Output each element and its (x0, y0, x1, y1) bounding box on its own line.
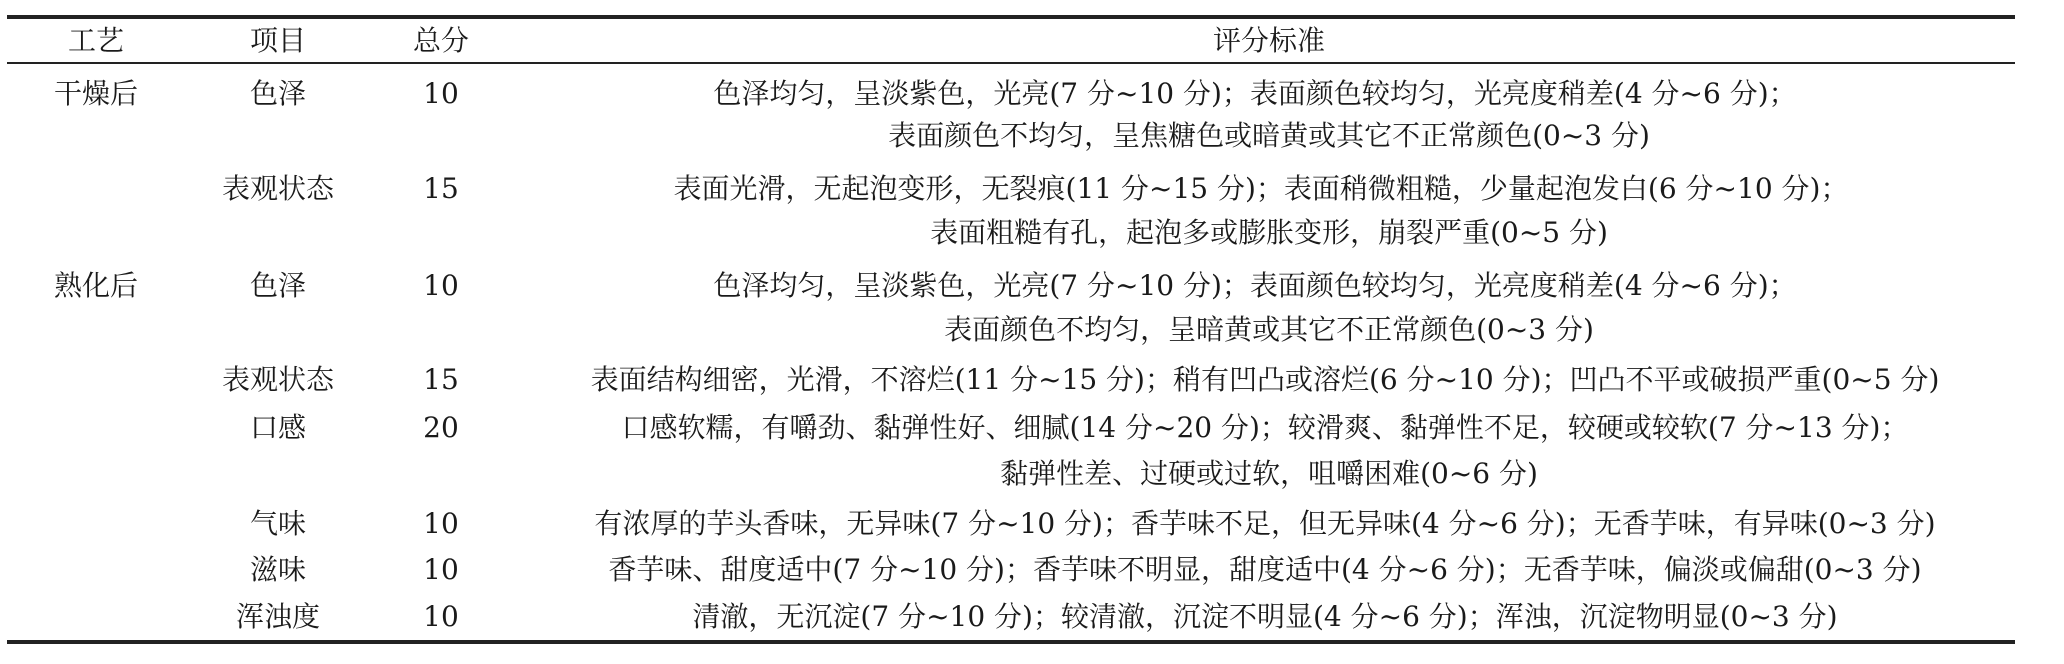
cell-process: 干燥后 (53, 77, 139, 110)
cell-criteria: 表面颜色不均匀，呈暗黄或其它不正常颜色(0~3 分) (944, 313, 1594, 346)
cell-criteria: 表面光滑，无起泡变形，无裂痕(11 分~15 分)；表面稍微粗糙，少量起泡发白(6 分~10 分)； (673, 172, 1849, 205)
cell-criteria: 色泽均匀，呈淡紫色，光亮(7 分~10 分)；表面颜色较均匀，光亮度稍差(4 分~6 分)； (713, 77, 1797, 110)
cell-criteria: 表面颜色不均匀，呈焦糖色或暗黄或其它不正常颜色(0~3 分) (888, 119, 1650, 152)
table-header-rule (7, 62, 2015, 64)
cell-criteria: 有浓厚的芋头香味，无异味(7 分~10 分)；香芋味不足，但无异味(4 分~6 分)；无香芋味，有异味(0~3 分) (594, 507, 1936, 540)
cell-item: 浑浊度 (235, 600, 321, 633)
header-process: 工艺 (67, 24, 125, 57)
cell-criteria: 口感软糯，有嚼劲、黏弹性好、细腻(14 分~20 分)；较滑爽、黏弹性不足，较硬或较软(7 分~13 分)； (621, 411, 1909, 444)
cell-score: 20 (423, 411, 459, 444)
cell-score: 15 (423, 172, 459, 205)
header-score: 总分 (412, 24, 470, 57)
cell-score: 10 (423, 600, 459, 633)
cell-criteria: 清澈，无沉淀(7 分~10 分)；较清澈，沉淀不明显(4 分~6 分)；浑浊，沉淀物明显(0~3 分) (692, 600, 1838, 633)
table-bottom-rule (7, 640, 2015, 644)
cell-criteria: 黏弹性差、过硬或过软，咀嚼困难(0~6 分) (1000, 457, 1538, 490)
cell-item: 色泽 (249, 269, 307, 302)
cell-criteria: 香芋味、甜度适中(7 分~10 分)；香芋味不明显，甜度适中(4 分~6 分)；无香芋味，偏淡或偏甜(0~3 分) (608, 553, 1922, 586)
cell-process: 熟化后 (53, 269, 139, 302)
cell-item: 表观状态 (221, 172, 335, 205)
cell-criteria: 色泽均匀，呈淡紫色，光亮(7 分~10 分)；表面颜色较均匀，光亮度稍差(4 分~6 分)； (713, 269, 1797, 302)
header-item: 项目 (249, 24, 307, 57)
cell-item: 口感 (249, 411, 307, 444)
cell-score: 10 (423, 507, 459, 540)
cell-score: 10 (423, 553, 459, 586)
cell-item: 表观状态 (221, 363, 335, 396)
header-criteria: 评分标准 (1212, 24, 1326, 57)
cell-item: 滋味 (249, 553, 307, 586)
table-top-rule (7, 15, 2015, 19)
cell-criteria: 表面粗糙有孔，起泡多或膨胀变形，崩裂严重(0~5 分) (930, 216, 1608, 249)
cell-score: 15 (423, 363, 459, 396)
cell-criteria: 表面结构细密，光滑，不溶烂(11 分~15 分)；稍有凹凸或溶烂(6 分~10 分)；凹凸不平或破损严重(0~5 分) (590, 363, 1940, 396)
cell-score: 10 (423, 77, 459, 110)
cell-score: 10 (423, 269, 459, 302)
cell-item: 色泽 (249, 77, 307, 110)
cell-item: 气味 (249, 507, 307, 540)
